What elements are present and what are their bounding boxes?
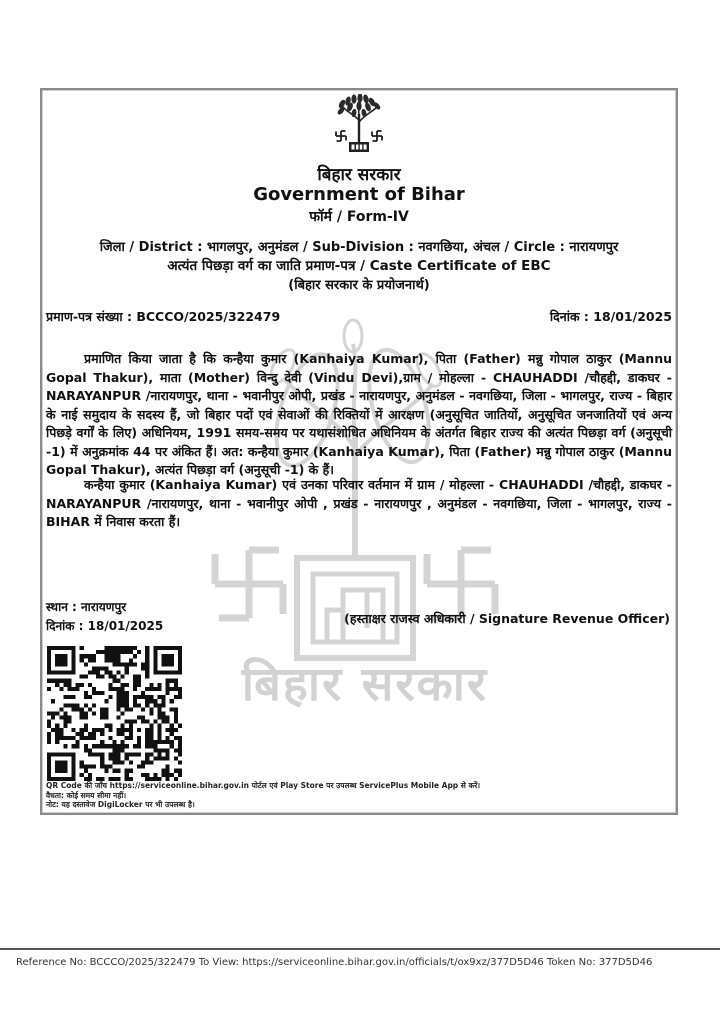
- district-subdivision-circle-line: जिला / District : भागलपुर, अनुमंडल / Sub-Division : नवगछिया, अंचल / Circle : नारायणपुर: [99, 240, 619, 255]
- certificate-body-paragraph-1: प्रमाणित किया जाता है कि कन्हैया कुमार (Kanhaiya Kumar), पिता (Father) मन्नु गोपाल ठाकुर (Mannu Gopal Thakur), माता (Mother) विन्दु देवी (Vindu Devi),ग्राम / मोहल्ला - CHAUHADDI /चौहद्दी, डाकघर - NARAYANPUR /नारायणपुर, थाना - भवानीपुर ओपी, प्रखंड - नारायणपुर, अनुमंडल - नवगछिया, जिला - भागलपुर, राज्य - बिहार के नाई समुदाय के सदस्य हैं, जो बिहार पदों एवं सेवाओं की रिक्तियों में आरक्षण (अनुसूचित जातियों, अनुसूचित जनजातियों एवं अन्य पिछड़े वर्गों के लिए) अधिनियम, 1991 समय-समय पर यथासंशोधित अधिनियम के अंतर्गत बिहार राज्य की अत्यंत पिछड़ा वर्ग (अनुसूची -1) में अनुक्रमांक 44 पर अंकित हैं। अत: कन्हैया कुमार (Kanhaiya Kumar), पिता (Father) मन्नु गोपाल ठाकुर (Mannu Gopal Thakur), अत्यंत पिछड़ा वर्ग (अनुसूची -1) के हैं।: [46, 351, 672, 477]
- signature-revenue-officer-label: (हस्ताक्षर राजस्व अधिकारी / Signature Revenue Officer): [344, 611, 670, 626]
- qr-code: [47, 646, 182, 781]
- certificate-number: प्रमाण-पत्र संख्या : BCCCO/2025/322479: [46, 309, 281, 324]
- government-name-hindi: बिहार सरकार: [317, 165, 401, 185]
- bihar-emblem-icon: [329, 94, 389, 164]
- certificate-date: दिनांक : 18/01/2025: [549, 309, 672, 324]
- government-name-english: Government of Bihar: [253, 184, 465, 205]
- certificate-box: [40, 88, 678, 815]
- footer-reference-line: Reference No: BCCCO/2025/322479 To View: https://serviceonline.bihar.gov.in/officials/t/ox9xz/377D5D46 Token No: 377D5D46: [16, 957, 653, 968]
- certificate-title: अत्यंत पिछड़ा वर्ग का जाति प्रमाण-पत्र / Caste Certificate of EBC: [167, 258, 551, 274]
- watermark-text: बिहार सरकार: [241, 657, 489, 712]
- note-digilocker: नोट: यह दस्तावेज DigiLocker पर भी उपलब्ध है।: [46, 800, 195, 809]
- certificate-notes: [46, 781, 480, 810]
- footer-divider: [0, 948, 720, 950]
- form-number: फॉर्म / Form-IV: [309, 209, 409, 225]
- signoff-date: दिनांक : 18/01/2025: [46, 619, 164, 633]
- note-qr-verification: QR Code की जाँच https://serviceonline.bihar.gov.in पोर्टल एवं Play Store पर उपलब्ध ServicePlus Mobile App से करें।: [46, 781, 481, 790]
- certificate-meta-row: [46, 308, 672, 325]
- certificate-purpose: (बिहार सरकार के प्रयोजनार्थ): [288, 278, 430, 293]
- note-validity: वैधता: कोई समय सीमा नहीं।: [46, 790, 127, 800]
- certificate-body-paragraph-2: कन्हैया कुमार (Kanhaiya Kumar) एवं उनका परिवार वर्तमान में ग्राम / मोहल्ला - CHAUHADDI /चौहद्दी, डाकघर - NARAYANPUR /नारायणपुर, थाना - भवानीपुर ओपी , प्रखंड - नारायणपुर , अनुमंडल - नवगछिया, जिला - भागलपुर, राज्य - BIHAR में निवास करता हैं।: [46, 477, 672, 529]
- signoff-place-date: [46, 598, 163, 636]
- signoff-place: स्थान : नारायणपुर: [46, 600, 127, 614]
